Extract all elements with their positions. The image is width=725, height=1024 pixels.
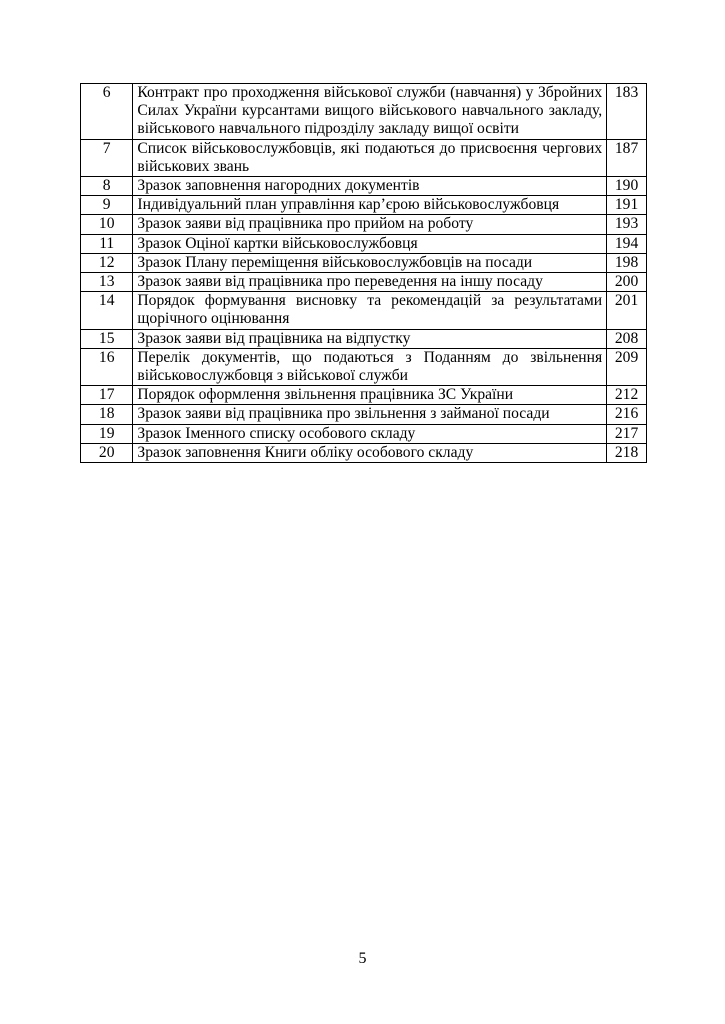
row-page: 190	[607, 177, 647, 196]
row-page: 183	[607, 84, 647, 140]
table-row	[81, 234, 647, 253]
table-row	[81, 292, 647, 329]
row-title: Індивідуальний план управління кар’єрою військовослужбовця	[133, 196, 607, 215]
table-row	[81, 443, 647, 462]
row-page: 216	[607, 405, 647, 424]
table-row	[81, 424, 647, 443]
row-number: 8	[81, 177, 133, 196]
table-row	[81, 139, 647, 176]
row-title: Зразок заяви від працівника про звільнення з займаної посади	[133, 405, 607, 424]
row-number: 17	[81, 386, 133, 405]
row-number: 20	[81, 443, 133, 462]
row-page: 191	[607, 196, 647, 215]
row-number: 19	[81, 424, 133, 443]
row-page: 193	[607, 215, 647, 234]
table-row	[81, 348, 647, 385]
row-page: 198	[607, 253, 647, 272]
row-title: Зразок заяви від працівника на відпустку	[133, 329, 607, 348]
row-page: 200	[607, 273, 647, 292]
row-page: 209	[607, 348, 647, 385]
row-title: Зразок заяви від працівника про переведення на іншу посаду	[133, 273, 607, 292]
row-title: Зразок Оціної картки військовослужбовця	[133, 234, 607, 253]
row-title: Порядок формування висновку та рекомендацій за результатами щорічного оцінювання	[133, 292, 607, 329]
row-page: 212	[607, 386, 647, 405]
row-number: 15	[81, 329, 133, 348]
row-number: 12	[81, 253, 133, 272]
table-row	[81, 405, 647, 424]
row-page: 194	[607, 234, 647, 253]
row-title: Зразок Іменного списку особового складу	[133, 424, 607, 443]
row-title: Зразок Плану переміщення військовослужбовців на посади	[133, 253, 607, 272]
row-number: 6	[81, 84, 133, 140]
row-title: Перелік документів, що подаються з Поданням до звільнення військовослужбовця з військової служби	[133, 348, 607, 385]
row-page: 208	[607, 329, 647, 348]
row-title: Зразок заповнення Книги обліку особового складу	[133, 443, 607, 462]
page-number: 5	[358, 950, 367, 967]
row-number: 16	[81, 348, 133, 385]
row-title: Список військовослужбовців, які подаються до присвоєння чергових військових звань	[133, 139, 607, 176]
table-row	[81, 84, 647, 140]
table-row	[81, 273, 647, 292]
row-number: 13	[81, 273, 133, 292]
row-number: 7	[81, 139, 133, 176]
row-page: 217	[607, 424, 647, 443]
row-title: Зразок заповнення нагородних документів	[133, 177, 607, 196]
table-row	[81, 386, 647, 405]
row-number: 10	[81, 215, 133, 234]
row-title: Зразок заяви від працівника про прийом на роботу	[133, 215, 607, 234]
row-title: Контракт про проходження військової служби (навчання) у Збройних Силах України курсантами вищого військового навчального закладу, військового навчального підрозділу закладу вищої освіти	[133, 84, 607, 140]
row-number: 18	[81, 405, 133, 424]
row-title: Порядок оформлення звільнення працівника ЗС України	[133, 386, 607, 405]
contents-table	[80, 83, 647, 463]
row-number: 9	[81, 196, 133, 215]
table-row	[81, 177, 647, 196]
table-row	[81, 215, 647, 234]
table-row	[81, 196, 647, 215]
row-number: 11	[81, 234, 133, 253]
row-number: 14	[81, 292, 133, 329]
row-page: 218	[607, 443, 647, 462]
row-page: 187	[607, 139, 647, 176]
row-page: 201	[607, 292, 647, 329]
table-row	[81, 329, 647, 348]
table-row	[81, 253, 647, 272]
